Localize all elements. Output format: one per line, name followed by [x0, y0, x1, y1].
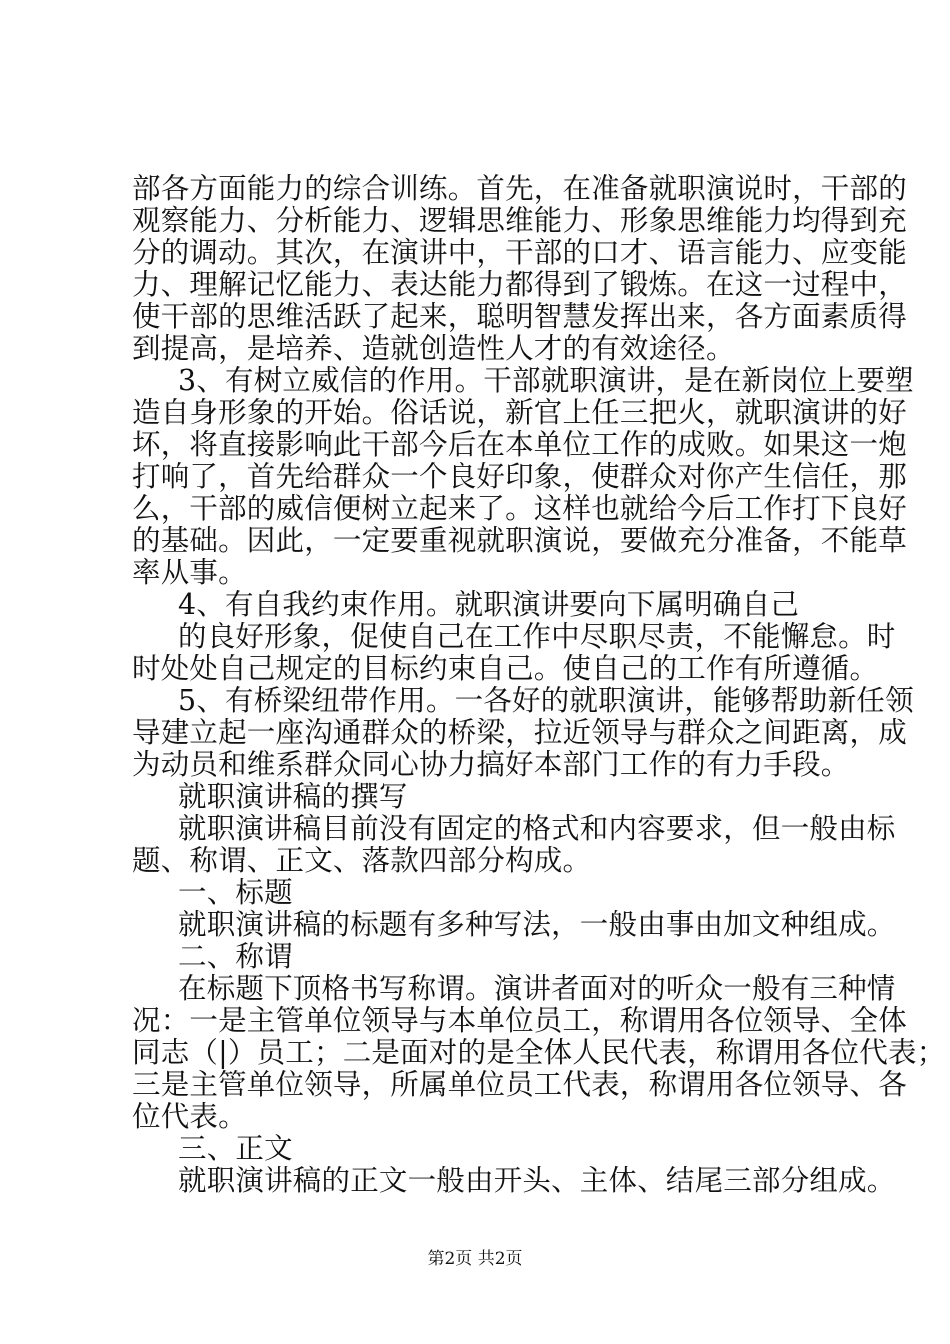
body-line: 导建立起一座沟通群众的桥梁，拉近领导与群众之间距离，成 — [132, 716, 907, 749]
section-heading: 二、称谓 — [178, 940, 293, 973]
body-line: 使干部的思维活跃了起来，聪明智慧发挥出来，各方面素质得 — [132, 300, 907, 333]
body-line: 打响了，首先给群众一个良好印象，使群众对你产生信任，那 — [132, 460, 907, 493]
body-line: 率从事。 — [132, 556, 247, 589]
body-line: 5、有桥梁纽带作用。一各好的就职演讲，能够帮助新任领 — [178, 684, 914, 717]
body-line: 到提高，是培养、造就创造性人才的有效途径。 — [132, 332, 735, 365]
body-line: 力、理解记忆能力、表达能力都得到了锻炼。在这一过程中， — [132, 268, 907, 301]
section-heading: 就职演讲稿的撰写 — [178, 780, 408, 813]
body-line: 时处处自己规定的目标约束自己。使自己的工作有所遵循。 — [132, 652, 879, 685]
body-line: 况：一是主管单位领导与本单位员工，称谓用各位领导、全体 — [132, 1004, 907, 1037]
page-footer: 第2页 共2页 — [427, 1249, 523, 1269]
section-heading: 三、正文 — [178, 1132, 293, 1165]
body-line: 题、称谓、正文、落款四部分构成。 — [132, 844, 592, 877]
body-line: 三是主管单位领导，所属单位员工代表，称谓用各位领导、各 — [132, 1068, 907, 1101]
body-line: 坏，将直接影响此干部今后在本单位工作的成败。如果这一炮 — [132, 428, 907, 461]
body-line: 观察能力、分析能力、逻辑思维能力、形象思维能力均得到充 — [132, 204, 907, 237]
body-line: 分的调动。其次，在演讲中，干部的口才、语言能力、应变能 — [132, 236, 907, 269]
body-line: 部各方面能力的综合训练。首先，在准备就职演说时，干部的 — [132, 172, 907, 205]
body-line: 的基础。因此，一定要重视就职演说，要做充分准备，不能草 — [132, 524, 907, 557]
section-heading: 一、标题 — [178, 876, 293, 909]
body-line: 就职演讲稿的正文一般由开头、主体、结尾三部分组成。 — [178, 1164, 896, 1197]
body-line: 位代表。 — [132, 1100, 247, 1133]
body-line: 的良好形象，促使自己在工作中尽职尽责，不能懈怠。时 — [178, 620, 896, 653]
body-line: 为动员和维系群众同心协力搞好本部门工作的有力手段。 — [132, 748, 850, 781]
body-line: 造自身形象的开始。俗话说，新官上任三把火，就职演讲的好 — [132, 396, 907, 429]
body-line: 就职演讲稿目前没有固定的格式和内容要求，但一般由标 — [178, 812, 896, 845]
body-line: 3、有树立威信的作用。干部就职演讲，是在新岗位上要塑 — [178, 364, 914, 397]
body-line: 在标题下顶格书写称谓。演讲者面对的听众一般有三种情 — [178, 972, 896, 1005]
body-line: 就职演讲稿的标题有多种写法，一般由事由加文种组成。 — [178, 908, 896, 941]
body-line: 4、有自我约束作用。就职演讲要向下属明确自己 — [178, 588, 800, 621]
body-line: 么，干部的威信便树立起来了。这样也就给今后工作打下良好 — [132, 492, 907, 525]
body-line: 同志（|）员工；二是面对的是全体人民代表，称谓用各位代表； — [132, 1036, 946, 1069]
